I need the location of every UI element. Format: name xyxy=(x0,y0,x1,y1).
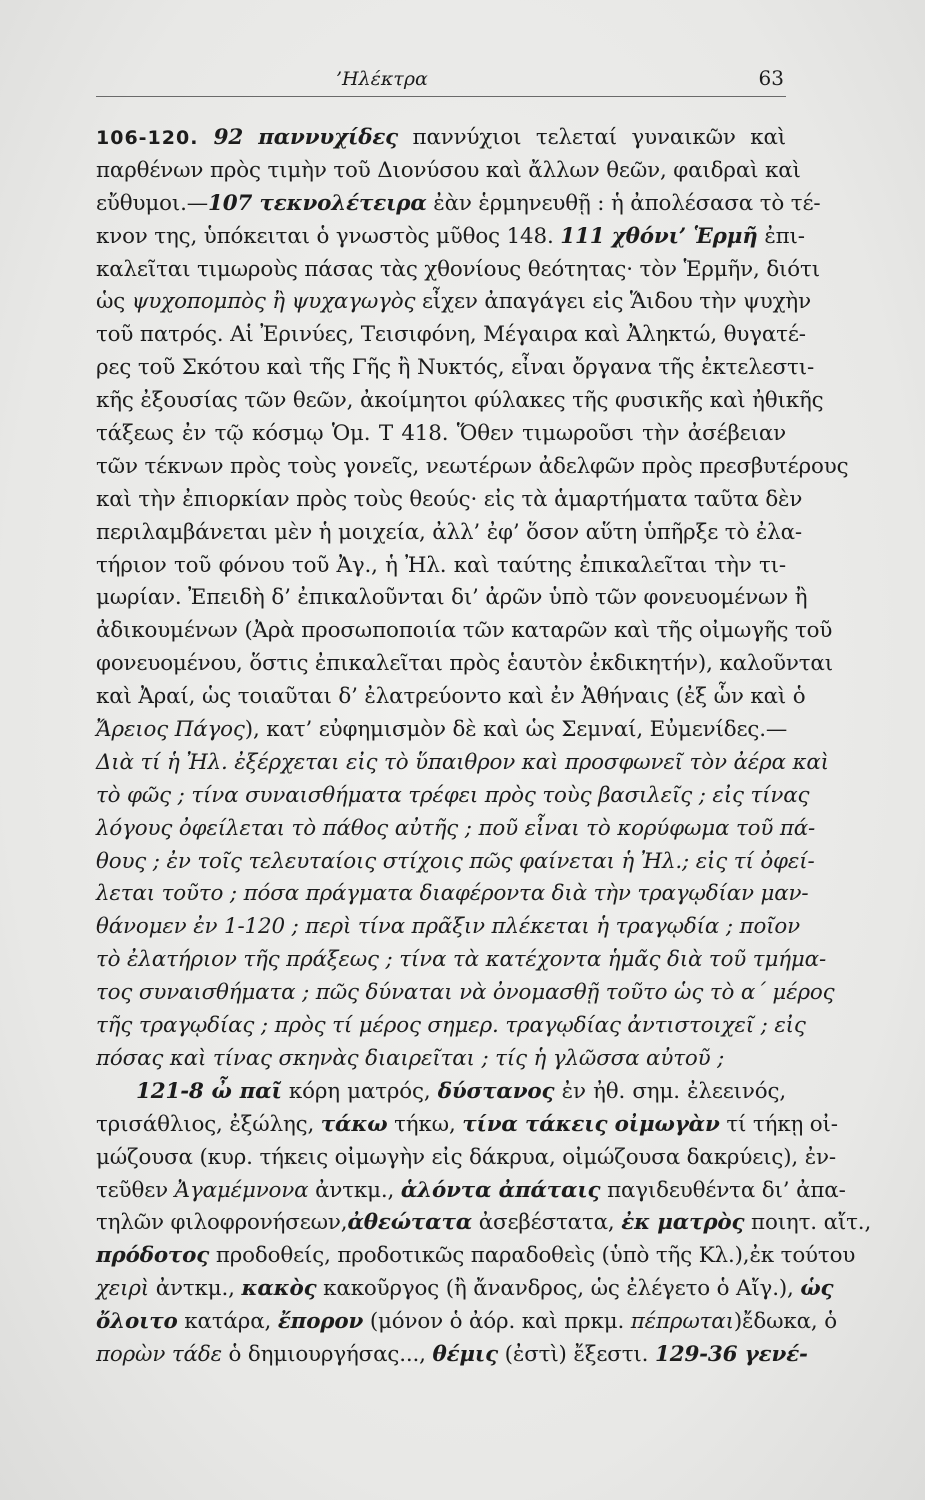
commentary-text xyxy=(96,122,872,1372)
text-line: καὶ Ἀραί, ὡς τοιαῦται δ’ ἐλατρεύοντο καὶ ἐν Ἀθήναις (ἐξ ὧν καὶ ὁ xyxy=(96,684,806,710)
question-line: τος συναισθήματα ; πῶς δύναται νὰ ὀνομασθῇ τοῦτο ὡς τὸ α΄ μέρος xyxy=(96,980,835,1006)
lemma: θέμις xyxy=(432,1341,499,1367)
lemma: ὡς xyxy=(800,1276,834,1302)
text-line: τοῦ πατρός. Αἱ Ἐρινύες, Τεισιφόνη, Μέγαιρα καὶ Ἀληκτώ, θυγατέ- xyxy=(96,322,806,348)
text-line: τήριον τοῦ φόνου τοῦ Ἀγ., ἡ Ἠλ. καὶ ταύτης ἐπικαλεῖται τὴν τι- xyxy=(96,552,786,578)
lemma: δύστανος xyxy=(437,1078,555,1104)
page-number: 63 xyxy=(758,66,784,90)
text-line: τηλῶν φιλοφρονήσεων,ἀθεώτατα ἀσεβέστατα, ἐκ ματρὸς ποιητ. αἴτ., xyxy=(96,1210,872,1236)
page-header xyxy=(96,66,786,97)
text-line: εὔθυμοι.—107 τεκνολέτειρα ἐὰν ἑρμηνευθῇ : ἡ ἀπολέσασα τὸ τέ- xyxy=(96,190,821,216)
text-line: περιλαμβάνεται μὲν ἡ μοιχεία, ἀλλ’ ἐφ’ ὅσον αὕτη ὑπῆρξε τὸ ἐλα- xyxy=(96,519,802,545)
lemma: Ἄρειος Πάγος xyxy=(96,717,245,743)
text-line: τάξεως ἐν τῷ κόσμῳ Ὁμ. Τ 418. Ὅθεν τιμωροῦσι τὴν ἀσέβειαν xyxy=(96,421,786,447)
text-line: φονευομένου, ὅστις ἐπικαλεῖται πρὸς ἑαυτὸν ἐκδικητήν), καλοῦνται xyxy=(96,651,833,677)
question-line: θους ; ἐν τοῖς τελευταίοις στίχοις πῶς φαίνεται ἡ Ἠλ.; εἰς τί ὀφεί- xyxy=(96,848,815,874)
text-line: τρισάθλιος, ἐξώλης, τάκω τήκω, τίνα τάκεις οἰμωγὰν τί τήκῃ οἰ- xyxy=(96,1111,838,1137)
lemma: 129-36 γενέ- xyxy=(654,1341,808,1367)
text-line: κνον της, ὑπόκειται ὁ γνωστὸς μῦθος 148. 111 χθόνι’ Ἑρμῆ ἐπι- xyxy=(96,223,805,249)
text-line: 121-8 ὦ παῖ κόρη ματρός, δύστανος ἐν ἠθ. σημ. ἐλεεινός, xyxy=(136,1078,786,1104)
running-title: ’Ηλέκτρα xyxy=(336,68,428,90)
lemma: χειρὶ xyxy=(96,1276,150,1302)
lemma: Ἀγαμέμνονα xyxy=(174,1177,309,1203)
question-line: λόγους ὀφείλεται τὸ πάθος αὐτῆς ; ποῦ εἶναι τὸ κορύφωμα τοῦ πά- xyxy=(96,815,816,841)
lemma: 107 τεκνολέτειρα xyxy=(207,190,427,216)
lemma: ὄλοιτο xyxy=(96,1309,178,1335)
text-line: πρόδοτος προδοθείς, προδοτικῶς παραδοθεὶς (ὑπὸ τῆς Κλ.),ἐκ τούτου xyxy=(96,1243,856,1269)
lemma: πέπρωται xyxy=(630,1309,734,1335)
lemma: πορὼν τάδε xyxy=(96,1341,222,1367)
text-line: ρες τοῦ Σκότου καὶ τῆς Γῆς ἢ Νυκτός, εἶναι ὄργανα τῆς ἐκτελεστι- xyxy=(96,355,815,381)
lemma: 121-8 ὦ παῖ xyxy=(136,1078,282,1104)
lemma: ἁλόντα ἀπάταις xyxy=(400,1177,601,1203)
text-line: ὄλοιτο κατάρα, ἔπορον (μόνον ὁ ἀόρ. καὶ πρκμ. πέπρωται)ἔδωκα, ὁ xyxy=(96,1309,837,1335)
lemma: 111 χθόνι’ Ἑρμῆ xyxy=(560,223,758,249)
text-line: καλεῖται τιμωροὺς πάσας τὰς χθονίους θεότητας· τὸν Ἑρμῆν, διότι xyxy=(96,256,820,282)
text-line: κῆς ἐξουσίας τῶν θεῶν, ἀκοίμητοι φύλακες τῆς φυσικῆς καὶ ἠθικῆς xyxy=(96,388,824,414)
lemma: ἀθεώτατα xyxy=(347,1210,473,1236)
text-line: τεῦθεν Ἀγαμέμνονα ἀντκμ., ἁλόντα ἀπάταις παγιδευθέντα δι’ ἀπα- xyxy=(96,1177,846,1203)
lemma: τάκω xyxy=(320,1111,388,1137)
text-line: χειρὶ ἀντκμ., κακὸς κακοῦργος (ἢ ἄνανδρος, ὡς ἐλέγετο ὁ Αἴγ.), ὡς xyxy=(96,1276,834,1302)
text-line: παρθένων πρὸς τιμὴν τοῦ Διονύσου καὶ ἄλλων θεῶν, φαιδραὶ καὶ xyxy=(96,157,801,183)
text-line: ἀδικουμένων (Ἀρὰ προσωποποιία τῶν καταρῶν καὶ τῆς οἰμωγῆς τοῦ xyxy=(96,618,833,644)
text-line: ὡς ψυχοπομπὸς ἢ ψυχαγωγὸς εἶχεν ἀπαγάγει εἰς Ἅιδου τὴν ψυχὴν xyxy=(96,289,811,315)
lemma: ἐκ ματρὸς xyxy=(621,1210,745,1236)
lemma: τίνα τάκεις οἰμωγὰν xyxy=(462,1111,720,1137)
lemma: ἔπορον xyxy=(277,1309,364,1335)
lemma: 92 παννυχίδες xyxy=(198,125,399,150)
text-line: μώζουσα (κυρ. τήκεις οἰμωγὴν εἰς δάκρυα, οἰμώζουσα δακρύεις), ἐν- xyxy=(96,1144,836,1170)
text-line: 106-120. 92 παννυχίδες παννύχιοι τελεταί γυναικῶν καὶ xyxy=(96,125,786,150)
verse-range: 106-120. xyxy=(96,127,199,149)
question-line: πόσας καὶ τίνας σκηνὰς διαιρεῖται ; τίς ἡ γλῶσσα αὐτοῦ ; xyxy=(96,1045,725,1071)
text-line: Ἄρειος Πάγος), κατ’ εὐφημισμὸν δὲ καὶ ὡς Σεμναί, Εὐμενίδες.— xyxy=(96,717,788,743)
lemma: πρόδοτος xyxy=(96,1243,210,1269)
text-line: καὶ τὴν ἐπιορκίαν πρὸς τοὺς θεούς· εἰς τὰ ἁμαρτήματα ταῦτα δὲν xyxy=(96,486,803,512)
question-line: τὸ φῶς ; τίνα συναισθήματα τρέφει πρὸς τοὺς βασιλεῖς ; εἰς τίνας xyxy=(96,782,810,808)
text-line: μωρίαν. Ἐπειδὴ δ’ ἐπικαλοῦνται δι’ ἀρῶν ὑπὸ τῶν φονευομένων ἢ xyxy=(96,585,808,611)
question-line: τὸ ἐλατήριον τῆς πράξεως ; τίνα τὰ κατέχοντα ἡμᾶς διὰ τοῦ τμήμα- xyxy=(96,947,827,973)
lemma: ψυχοπομπὸς ἢ ψυχαγωγὸς xyxy=(131,289,416,315)
text-line: τῶν τέκνων πρὸς τοὺς γονεῖς, νεωτέρων ἀδελφῶν πρὸς πρεσβυτέρους xyxy=(96,453,849,479)
text-line: πορὼν τάδε ὁ δημιουργήσας..., θέμις (ἐστὶ) ἔξεστι. 129-36 γενέ- xyxy=(96,1341,808,1367)
question-line: Διὰ τί ἡ Ἠλ. ἐξέρχεται εἰς τὸ ὕπαιθρον καὶ προσφωνεῖ τὸν ἀέρα καὶ xyxy=(96,749,829,775)
question-line: λεται τοῦτο ; πόσα πράγματα διαφέροντα διὰ τὴν τραγῳδίαν μαν- xyxy=(96,881,809,907)
question-line: θάνομεν ἐν 1-120 ; περὶ τίνα πρᾶξιν πλέκεται ἡ τραγῳδία ; ποῖον xyxy=(96,914,800,940)
question-line: τῆς τραγῳδίας ; πρὸς τί μέρος σημερ. τραγῳδίας ἀντιστοιχεῖ ; εἰς xyxy=(96,1013,806,1039)
lemma: κακὸς xyxy=(241,1276,317,1302)
